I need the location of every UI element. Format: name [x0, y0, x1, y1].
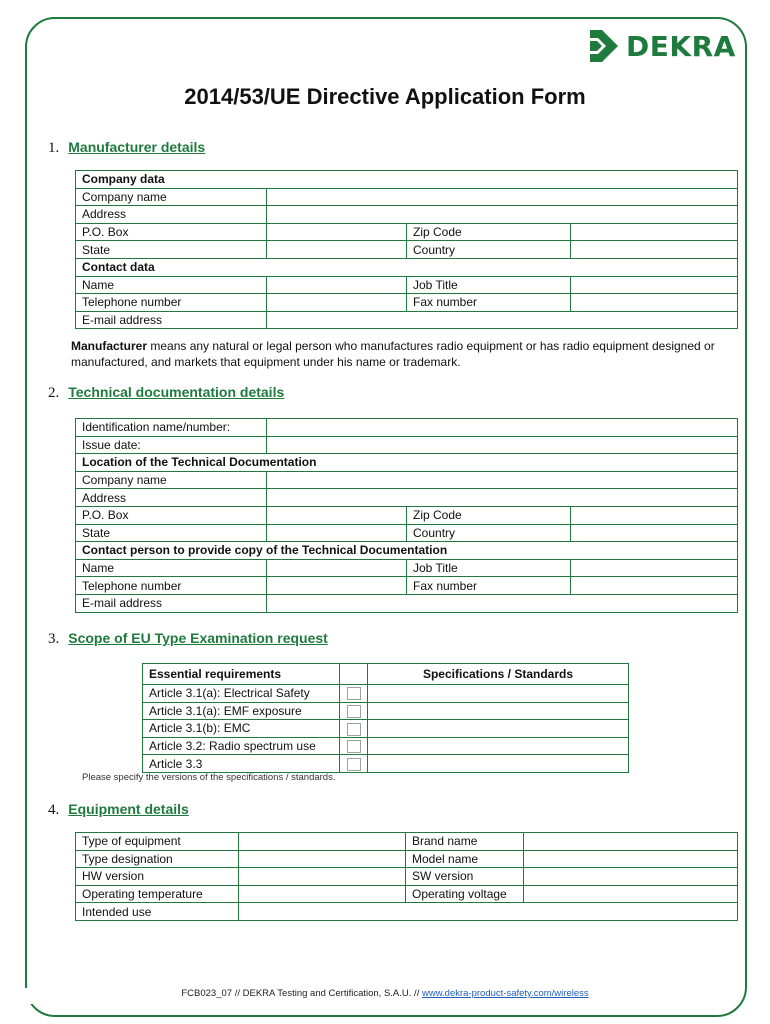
zip-code-input[interactable]	[571, 223, 738, 241]
ident-input[interactable]	[267, 419, 738, 437]
equipment-table	[75, 832, 738, 921]
dekra-logo-text: DEKRA	[626, 29, 736, 63]
job-title-label: Job Title	[407, 276, 571, 294]
operating-temperature-input[interactable]	[239, 885, 406, 903]
manufacturer-table	[75, 170, 738, 329]
scope-table	[142, 663, 629, 773]
specifications-header: Specifications / Standards	[368, 664, 629, 685]
section-4-title	[48, 801, 189, 819]
note-term: Manufacturer	[71, 339, 148, 353]
footer	[0, 988, 770, 999]
checkbox-header	[340, 664, 368, 685]
intended-use-label: Intended use	[76, 903, 239, 921]
footer-link[interactable]: www.dekra-product-safety.com/wireless	[421, 988, 589, 999]
model-name-label: Model name	[406, 850, 524, 868]
section-label: Equipment details	[68, 801, 189, 817]
scope-row-label: Article 3.3	[143, 755, 340, 773]
td-job-title-input[interactable]	[571, 559, 738, 577]
company-data-header: Company data	[76, 171, 738, 189]
scope-checkbox[interactable]	[347, 705, 361, 718]
address-label: Address	[76, 489, 267, 507]
page-title: 2014/53/UE Directive Application Form	[184, 84, 586, 109]
type-equipment-input[interactable]	[239, 833, 406, 851]
po-box-input[interactable]	[267, 223, 407, 241]
scope-spec-input[interactable]	[368, 702, 629, 720]
country-label: Country	[407, 524, 571, 542]
zip-code-label: Zip Code	[407, 223, 571, 241]
location-header: Location of the Technical Documentation	[76, 454, 738, 472]
scope-checkbox-cell	[340, 720, 368, 738]
po-box-label: P.O. Box	[76, 223, 267, 241]
scope-spec-input[interactable]	[368, 737, 629, 755]
telephone-label: Telephone number	[76, 294, 267, 312]
scope-row-label: Article 3.2: Radio spectrum use	[143, 737, 340, 755]
type-designation-label: Type designation	[76, 850, 239, 868]
dekra-logo	[588, 26, 736, 66]
sw-version-label: SW version	[406, 868, 524, 886]
scope-spec-input[interactable]	[368, 685, 629, 703]
state-input[interactable]	[267, 241, 407, 259]
scope-checkbox-cell	[340, 737, 368, 755]
td-telephone-input[interactable]	[267, 577, 407, 595]
brand-name-input[interactable]	[524, 833, 738, 851]
section-number: 2.	[48, 385, 60, 401]
footer-text: FCB023_07 // DEKRA Testing and Certification, S.A.U. //	[181, 988, 422, 999]
name-label: Name	[76, 276, 267, 294]
hw-version-label: HW version	[76, 868, 239, 886]
company-name-input[interactable]	[267, 188, 738, 206]
issue-date-label: Issue date:	[76, 436, 267, 454]
scope-note: Please specify the versions of the specifications / standards.	[82, 772, 336, 783]
section-number: 1.	[48, 140, 60, 156]
requirements-header: Essential requirements	[143, 664, 340, 685]
manufacturer-note	[71, 338, 731, 370]
state-label: State	[76, 241, 267, 259]
type-equipment-label: Type of equipment	[76, 833, 239, 851]
po-box-label: P.O. Box	[76, 506, 267, 524]
td-email-input[interactable]	[267, 594, 738, 612]
operating-voltage-label: Operating voltage	[406, 885, 524, 903]
scope-checkbox-cell	[340, 755, 368, 773]
td-name-input[interactable]	[267, 559, 407, 577]
email-label: E-mail address	[76, 311, 267, 329]
email-input[interactable]	[267, 311, 738, 329]
td-fax-input[interactable]	[571, 577, 738, 595]
td-address-input[interactable]	[267, 489, 738, 507]
intended-use-input[interactable]	[239, 903, 738, 921]
section-number: 3.	[48, 631, 60, 647]
fax-input[interactable]	[571, 294, 738, 312]
techdoc-table	[75, 418, 738, 613]
ident-label: Identification name/number:	[76, 419, 267, 437]
operating-temperature-label: Operating temperature	[76, 885, 239, 903]
model-name-input[interactable]	[524, 850, 738, 868]
operating-voltage-input[interactable]	[524, 885, 738, 903]
sw-version-input[interactable]	[524, 868, 738, 886]
fax-label: Fax number	[407, 294, 571, 312]
scope-checkbox-cell	[340, 702, 368, 720]
fax-label: Fax number	[407, 577, 571, 595]
contact-data-header: Contact data	[76, 258, 738, 276]
job-title-input[interactable]	[571, 276, 738, 294]
section-2-title	[48, 384, 284, 402]
section-label: Technical documentation details	[68, 384, 285, 400]
zip-code-label: Zip Code	[407, 506, 571, 524]
scope-row-label: Article 3.1(a): Electrical Safety	[143, 685, 340, 703]
section-number: 4.	[48, 802, 60, 818]
section-label: Manufacturer details	[68, 139, 206, 155]
scope-checkbox[interactable]	[347, 687, 361, 700]
scope-checkbox[interactable]	[347, 740, 361, 753]
job-title-label: Job Title	[407, 559, 571, 577]
company-name-label: Company name	[76, 471, 267, 489]
td-country-input[interactable]	[571, 524, 738, 542]
td-state-input[interactable]	[267, 524, 407, 542]
scope-checkbox[interactable]	[347, 723, 361, 736]
td-zip-code-input[interactable]	[571, 506, 738, 524]
section-1-title	[48, 139, 205, 157]
brand-name-label: Brand name	[406, 833, 524, 851]
name-input[interactable]	[267, 276, 407, 294]
scope-checkbox-cell	[340, 685, 368, 703]
telephone-label: Telephone number	[76, 577, 267, 595]
hw-version-input[interactable]	[239, 868, 406, 886]
section-3-title	[48, 630, 328, 648]
td-po-box-input[interactable]	[267, 506, 407, 524]
td-company-name-input[interactable]	[267, 471, 738, 489]
address-input[interactable]	[267, 206, 738, 224]
country-label: Country	[407, 241, 571, 259]
contact-person-header: Contact person to provide copy of the Technical Documentation	[76, 542, 738, 560]
issue-date-input[interactable]	[267, 436, 738, 454]
state-label: State	[76, 524, 267, 542]
scope-row-label: Article 3.1(a): EMF exposure	[143, 702, 340, 720]
name-label: Name	[76, 559, 267, 577]
scope-spec-input[interactable]	[368, 720, 629, 738]
country-input[interactable]	[571, 241, 738, 259]
dekra-logo-icon	[588, 28, 622, 64]
email-label: E-mail address	[76, 594, 267, 612]
note-text: means any natural or legal person who manufactures radio equipment or has radio equipment designed or manufactured, and markets that equipment under his name or trademark.	[71, 339, 715, 369]
scope-row-label: Article 3.1(b): EMC	[143, 720, 340, 738]
telephone-input[interactable]	[267, 294, 407, 312]
company-name-label: Company name	[76, 188, 267, 206]
type-designation-input[interactable]	[239, 850, 406, 868]
section-label: Scope of EU Type Examination request	[68, 630, 328, 646]
scope-checkbox[interactable]	[347, 758, 361, 771]
address-label: Address	[76, 206, 267, 224]
scope-spec-input[interactable]	[368, 755, 629, 773]
